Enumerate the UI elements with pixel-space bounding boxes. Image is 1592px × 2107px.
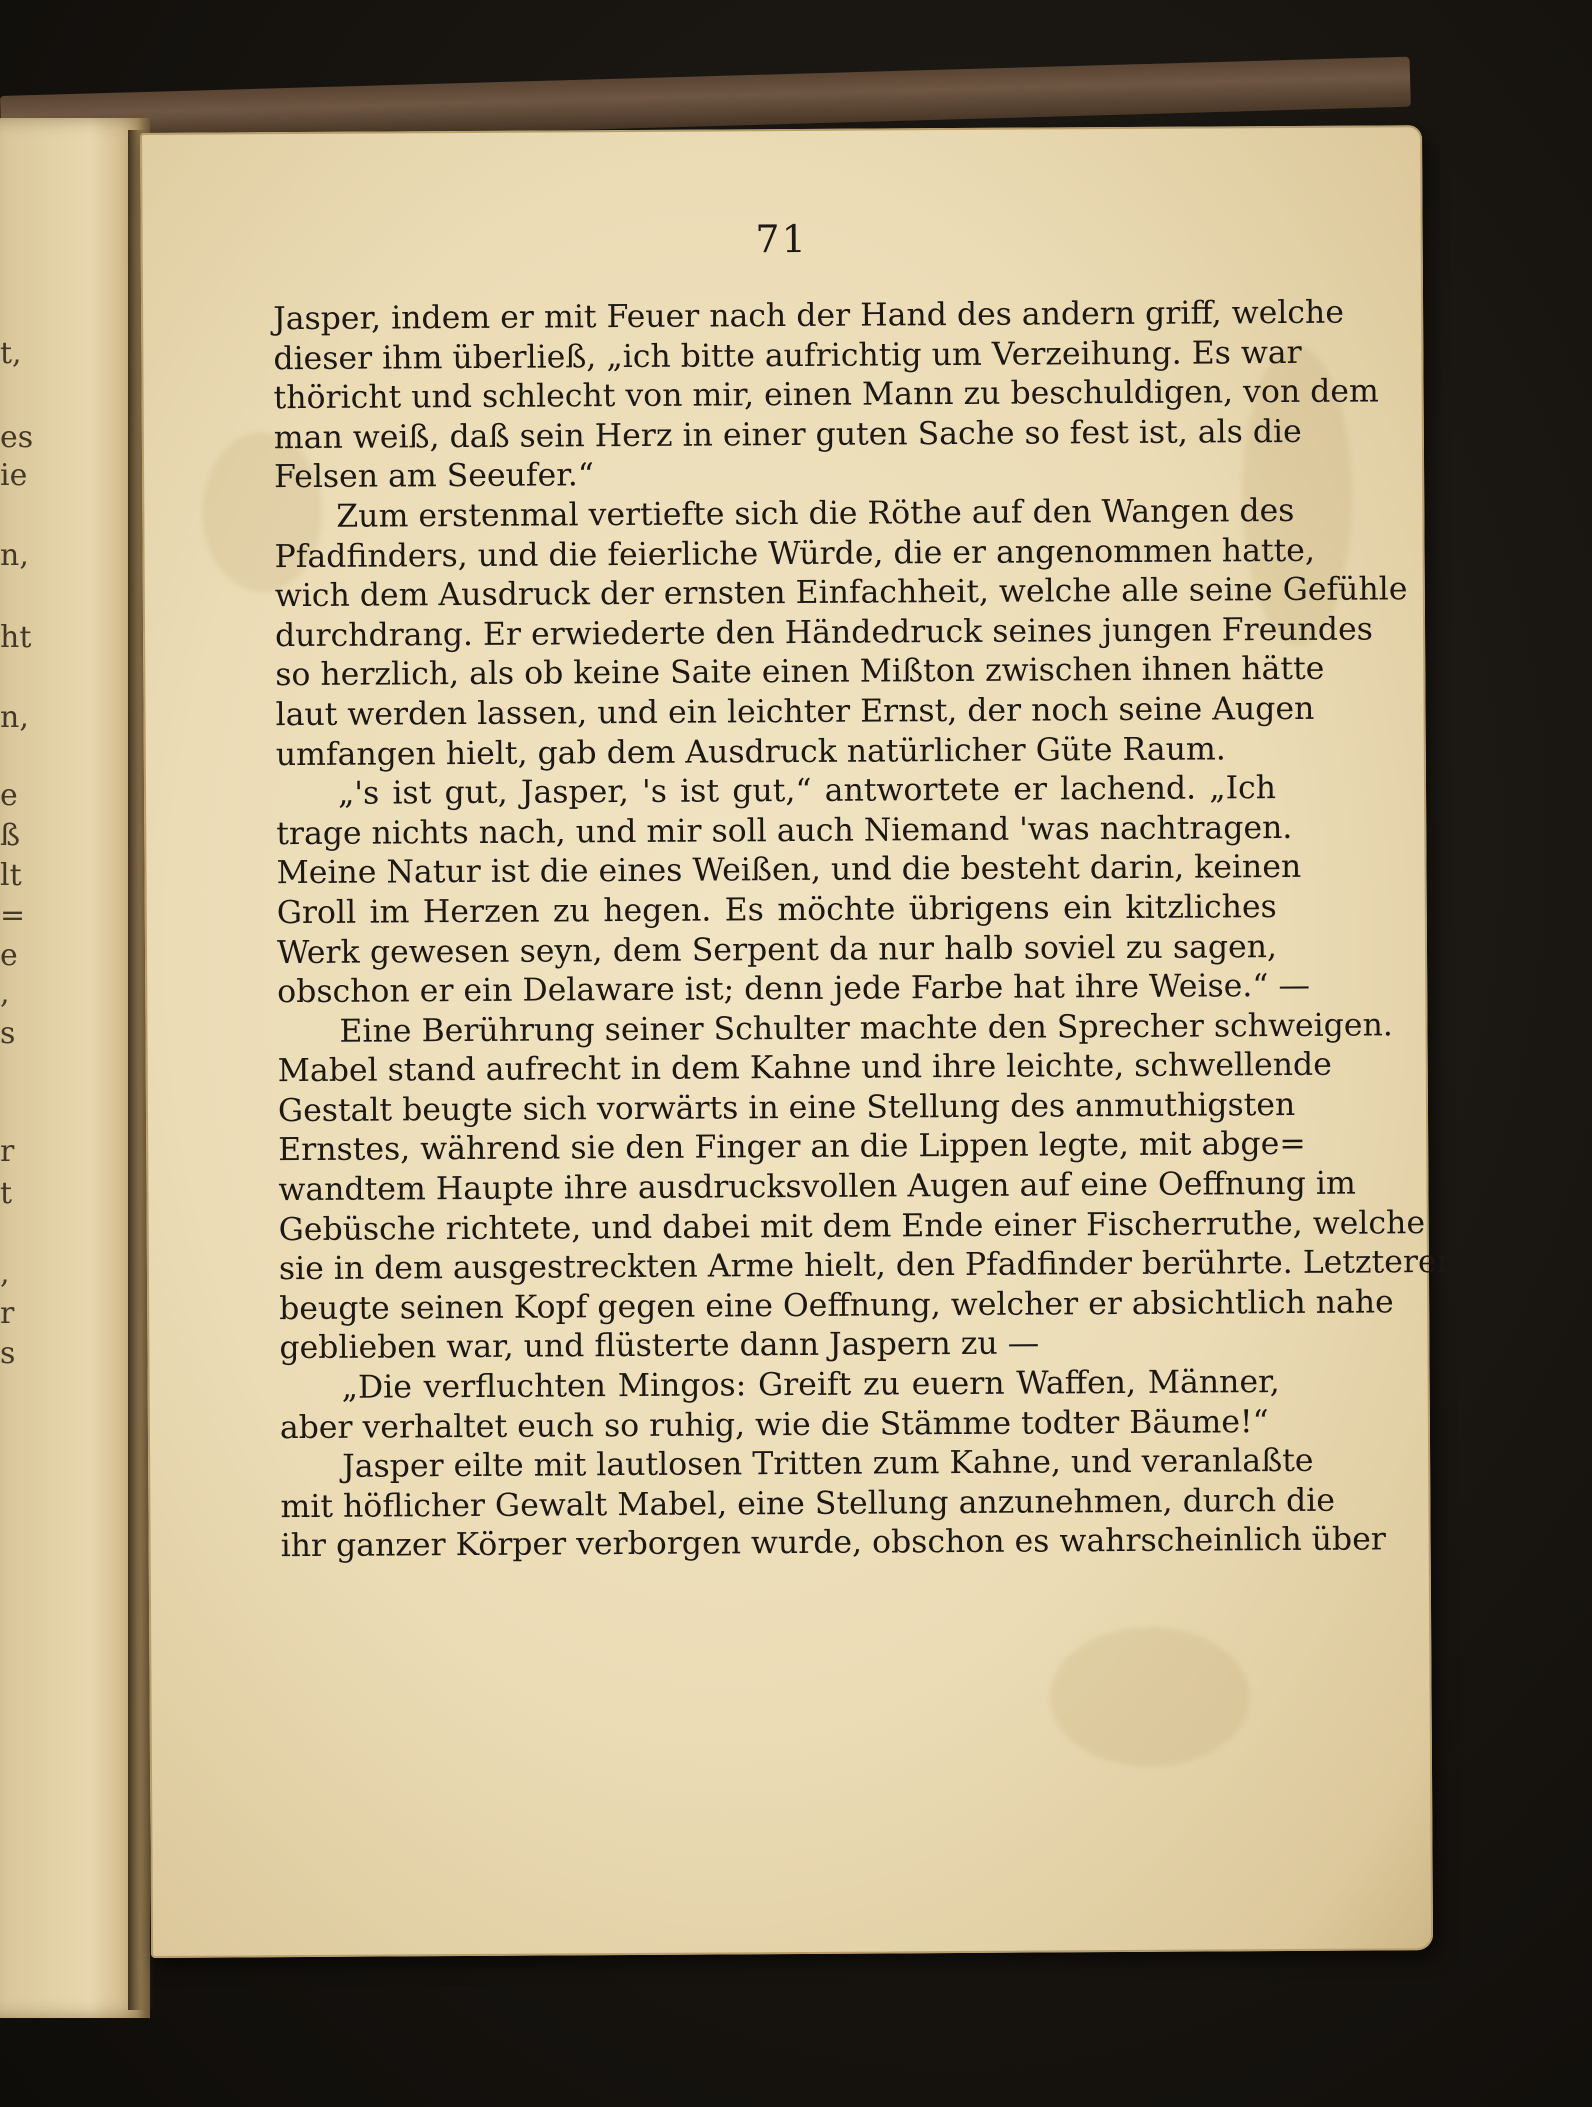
text-line: beugte seinen Kopf gegen eine Oeffnung, welcher er absichtlich nahe (279, 1284, 1394, 1328)
text-line: Zum erstenmal vertiefte sich die Röthe auf den Wangen des (336, 492, 1295, 535)
text-line: aber verhaltet euch so ruhig, wie die Stämme todter Bäume!“ (279, 1403, 1269, 1446)
text-line: wandtem Haupte ihre ausdrucksvollen Augen auf eine Oeffnung im (278, 1165, 1356, 1209)
text-line: sie in dem ausgestreckten Arme hielt, den Pfadfinder berührte. Letzterer (278, 1244, 1452, 1288)
left-page-fragment: , (0, 1256, 10, 1291)
text-line: Mabel stand aufrecht in dem Kahne und ihre leichte, schwellende (277, 1047, 1332, 1090)
body-text (273, 294, 1452, 1567)
left-page-fragment: t, (0, 336, 22, 371)
left-page-fragment: , (0, 976, 10, 1011)
text-line: Jasper, indem er mit Feuer nach der Hand des andern griff, welche (273, 294, 1345, 338)
left-page-fragment: ht (0, 620, 32, 655)
left-page-fragment: es (0, 420, 34, 455)
text-line: Felsen am Seeufer.“ (273, 457, 595, 496)
left-page-fragment: n, (0, 700, 29, 735)
text-line: dieser ihm überließ, „ich bitte aufrichtig um Verzeihung. Es war (273, 334, 1302, 377)
left-page-fragment: r (0, 1134, 15, 1169)
text-line: mit höflicher Gewalt Mabel, eine Stellung anzunehmen, durch die (280, 1482, 1336, 1525)
text-line: umfangen hielt, gab dem Ausdruck natürlicher Güte Raum. (275, 730, 1226, 773)
left-page-fragment: ß (0, 818, 21, 853)
text-line: Ernstes, während sie den Finger an die Lippen legte, mit abge= (278, 1126, 1306, 1169)
left-page-fragment: = (0, 898, 26, 933)
page-number: 71 (755, 216, 808, 262)
text-line: so herzlich, als ob keine Saite einen Mißton zwischen ihnen hätte (275, 651, 1325, 694)
foxing-stain (1049, 1626, 1250, 1767)
text-line: Groll im Herzen zu hegen. Es möchte übrigens ein kitzliches (276, 888, 1277, 932)
text-line: laut werden lassen, und ein leichter Ernst, der noch seine Augen (275, 690, 1315, 734)
text-line: durchdrang. Er erwiederte den Händedruck seines jungen Freundes (274, 611, 1373, 654)
text-line: geblieben war, und flüsterte dann Jaspern zu — (279, 1325, 1040, 1367)
text-line: ihr ganzer Körper verborgen wurde, obschon es wahrscheinlich über (280, 1521, 1386, 1565)
left-page-fragment: e (0, 938, 18, 973)
left-page-fragment: ie (0, 458, 28, 493)
text-line: „'s ist gut, Jasper, 's ist gut,“ antwortete er lachend. „Ich (337, 770, 1277, 812)
text-line: obschon er ein Delaware ist; denn jede Farbe hat ihre Weise.“ — (277, 967, 1311, 1011)
text-line: Jasper eilte mit lautlosen Tritten zum Kahne, und veranlaßte (342, 1443, 1314, 1486)
book-page (140, 125, 1452, 1958)
text-line: Pfadfinders, und die feierliche Würde, die er angenommen hatte, (274, 532, 1316, 575)
left-page-fragment: t (0, 1176, 13, 1211)
text-line: man weiß, daß sein Herz in einer guten Sache so fest ist, als die (273, 413, 1302, 456)
text-line: trage nichts nach, und mir soll auch Niemand 'was nachtragen. (276, 809, 1293, 852)
text-line: „Die verfluchten Mingos: Greift zu euern Waffen, Männer, (341, 1364, 1280, 1406)
left-page-fragment: s (0, 1336, 16, 1371)
text-line: thöricht und schlecht von mir, einen Mann zu beschuldigen, von dem (273, 373, 1379, 417)
text-line: Gebüsche richtete, und dabei mit dem Ende einer Fischerruthe, welche (278, 1204, 1426, 1248)
text-line: wich dem Ausdruck der ernsten Einfachheit, welche alle seine Gefühle (274, 571, 1408, 615)
left-page-fragment: lt (0, 858, 22, 893)
text-line: Eine Berührung seiner Schulter machte den Sprecher schweigen. (339, 1007, 1393, 1050)
text-line: Meine Natur ist die eines Weißen, und die besteht darin, keinen (276, 849, 1302, 892)
left-page-fragment: r (0, 1296, 15, 1331)
left-page-fragment: e (0, 778, 18, 813)
left-page-fragment: n, (0, 538, 29, 573)
text-line: Werk gewesen seyn, dem Serpent da nur halb soviel zu sagen, (276, 928, 1278, 971)
left-page-fragment: s (0, 1016, 16, 1051)
text-line: Gestalt beugte sich vorwärts in eine Stellung des anmuthigsten (277, 1086, 1296, 1130)
